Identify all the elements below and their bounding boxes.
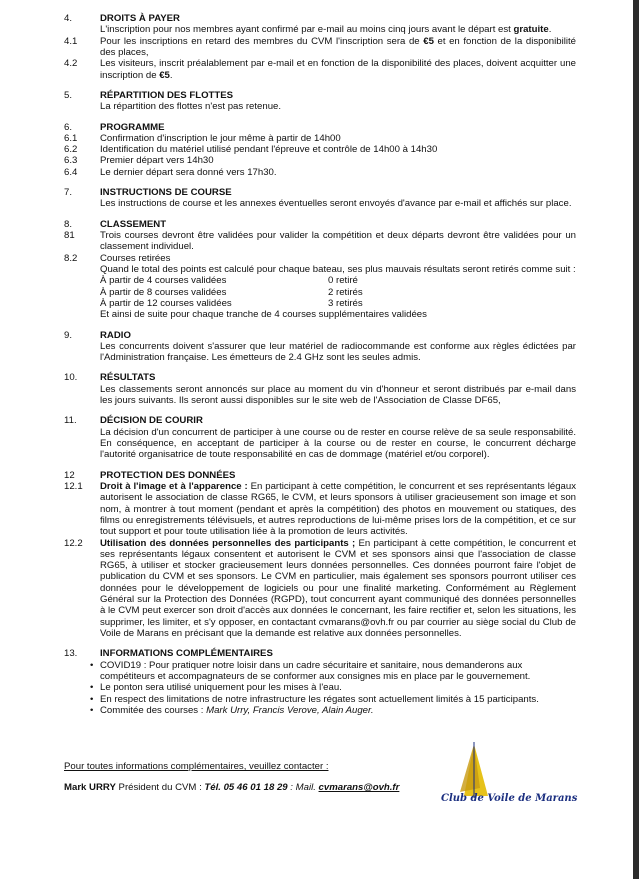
- club-logo-text: Club de Voile de Marans: [441, 793, 578, 804]
- clause: [64, 264, 576, 275]
- document-page: [64, 13, 576, 725]
- clause-text: [100, 24, 576, 35]
- clause-text-part: Les classements seront annoncés sur place au moment du vin d'honneur et seront distribués par e-mail dans les jours suivants. Ils seront aussi disponibles sur le site web de l'Association de Classe DF65,: [100, 383, 576, 407]
- clause-text: [100, 144, 576, 155]
- clause-number: 12.1: [64, 480, 83, 492]
- logo-sail-small: [460, 744, 480, 792]
- clause-text-part: Courses retirées: [100, 252, 171, 264]
- clause-number: 6.4: [64, 166, 78, 178]
- clause: [64, 198, 576, 209]
- section-6: [64, 122, 576, 179]
- clause-text: [100, 167, 576, 178]
- section-header: [64, 470, 576, 481]
- section-header: [64, 648, 576, 659]
- section-number: 11.: [64, 415, 77, 427]
- clause: [64, 427, 576, 461]
- bullet-text: Le ponton sera utilisé uniquement pour les mises à l'eau.: [100, 682, 342, 694]
- clause-text-part: Trois courses devront être validées pour valider la compétition et deux départs devront être validées pour un classement individuel.: [100, 230, 576, 253]
- section-5: [64, 90, 576, 113]
- contact-heading: Pour toutes informations complémentaires, veuillez contacter :: [64, 761, 329, 772]
- clause-text-part: Pour les inscriptions en retard des membres du CVM l'inscription sera de: [100, 35, 424, 47]
- section-title: CLASSEMENT: [100, 218, 167, 230]
- section-7: [64, 187, 576, 210]
- bullet-icon: •: [90, 693, 94, 705]
- clause-text: [100, 198, 576, 209]
- clause: [64, 144, 576, 155]
- section-header: [64, 90, 576, 101]
- section-number: 10.: [64, 372, 78, 384]
- section-title: PROGRAMME: [100, 121, 165, 133]
- clause-text: [100, 264, 576, 275]
- clause: [64, 58, 576, 81]
- bullet-item: [90, 682, 576, 693]
- clause: [64, 384, 576, 407]
- clause-text-part: Identification du matériel utilisé pendant l'épreuve et contrôle de 14h00 à 14h30: [100, 144, 438, 156]
- bullet-item: [90, 694, 576, 705]
- clause: [64, 155, 576, 166]
- clause-text: [100, 101, 576, 112]
- section-4: [64, 13, 576, 81]
- page-edge-shadow: [633, 0, 639, 879]
- clause-emphasis: €5: [159, 69, 170, 81]
- section-header: [64, 372, 576, 383]
- bullet-icon: •: [90, 659, 94, 671]
- section-11: [64, 415, 576, 460]
- bullet-icon: •: [90, 682, 94, 694]
- clause-emphasis: Droit à l'image et à l'apparence :: [100, 480, 248, 492]
- section-number: 9.: [64, 329, 73, 341]
- clause-text: [100, 384, 576, 407]
- section-number: 4.: [64, 13, 73, 24]
- section-number: 13.: [64, 648, 78, 660]
- clause-text-part: .: [548, 24, 552, 36]
- contact-email-link[interactable]: cvmarans@ovh.fr: [318, 782, 400, 794]
- clause-text-part: La décision d'un concurrent de participer à une course ou de rester en course relève de sa seule responsabilité. En conséquence, en acceptant de participer à la course ou de rester en course, le concurrent décharge l'autorité organisatrice de toute responsabilité en cas de dommage (matériel et/ou corporel).: [100, 426, 576, 461]
- discard-row: [100, 287, 576, 298]
- section-number: 8.: [64, 218, 73, 230]
- contact-mail-label: : Mail.: [287, 782, 319, 794]
- clause-text: [100, 133, 576, 144]
- section-title: INFORMATIONS COMPLÉMENTAIRES: [100, 648, 273, 660]
- section-9: [64, 330, 576, 364]
- bullet-text-part: Commitée des courses :: [100, 704, 207, 716]
- clause-text-part: En participant à cette compétition, le concurrent et ses représentants légaux autorisent le association de classe RG65, le CVM, et leurs sponsors à utiliser gracieusement son image et son nom, à montrer à tout moment (pendant et après la compétition) des photos en mouvement ou statiques, des films ou enregistrements télévisuels, et autres reproductions de lui-même prises lors de la compétition, et ce sur tout support et pour toute utilisation liée à la promotion de leurs activités.: [100, 480, 576, 538]
- contact-role: Président du CVM :: [115, 782, 205, 794]
- clause: [64, 253, 576, 264]
- section-number: 5.: [64, 89, 73, 101]
- clause-text-part: Premier départ vers 14h30: [100, 155, 214, 167]
- contact-phone: Tél. 05 46 01 18 29: [204, 782, 288, 794]
- section-number: 7.: [64, 187, 73, 199]
- clause-text-part: Quand le total des points est calculé pour chaque bateau, ses plus mauvais résultats seront retirés comme suit :: [100, 263, 576, 275]
- section-13: [64, 648, 576, 716]
- clause-text: [100, 253, 576, 264]
- clause-emphasis: Utilisation des données personnelles des participants ;: [100, 537, 356, 549]
- section-8: [64, 219, 576, 321]
- clause: [64, 481, 576, 538]
- section-title: RADIO: [100, 329, 131, 341]
- bullet-text: COVID19 : Pour pratiquer notre loisir dans un cadre sécuritaire et sanitaire, nous demanderons aux compétiteurs et accompagnateurs de se conformer aux consignes mis en place par le gouvernement.: [100, 659, 531, 682]
- clause-number: 8.2: [64, 252, 78, 264]
- clause-text-part: Les visiteurs, inscrit préalablement par e-mail et en fonction de la disponibilité des places, doivent acquitter une inscription de: [100, 58, 576, 81]
- clause-text-part: Les instructions de course et les annexes éventuelles seront envoyés d'avance par e-mail et affichés sur place.: [100, 198, 572, 210]
- bullet-text: [100, 705, 576, 716]
- clause-number: 6.1: [64, 132, 78, 144]
- clause-emphasis: €5: [423, 35, 434, 47]
- clause-number: 12.2: [64, 537, 83, 549]
- clause: [64, 230, 576, 253]
- section-12: [64, 470, 576, 640]
- discard-condition: À partir de 8 courses validées: [100, 286, 227, 298]
- section-title: PROTECTION DES DONNÉES: [100, 469, 236, 481]
- bullet-italic: Mark Urry, Francis Verove, Alain Auger.: [206, 704, 374, 716]
- section-title: DÉCISION DE COURIR: [100, 415, 203, 427]
- discard-count: 2 retirés: [328, 286, 363, 298]
- contact-name: Mark URRY: [64, 782, 116, 794]
- clause: [64, 24, 576, 35]
- clause: [64, 167, 576, 178]
- clause-text-part: En participant à cette compétition, le concurrent et ses représentants légaux consentent et autorisent le CVM et ses sponsors ainsi que l'association de classe RG65, à utiliser et stocker gracieusement leurs données personnelles. Ces données pourront faire l'objet de publication du CVM et ses sponsors. Le CVM en particulier, mais également ses sponsors pourront utiliser ces données pour le développement de logiciels ou pour une finalité marketing. Conformément au Règlement Général sur la Protection des Données (RGPD), tout concurrent ayant communiqué des données personnelles à le CVM peut exercer son droit d'accès aux données le concernant, les faire rectifier et, selon les situations, les supprimer, les limiter, et s'y opposer, en contactant cvmarans@ovh.fr ou par courrier au siège social du Club de Voile de Marans en précisant que la demande est relative aux données personnelles.: [100, 537, 576, 639]
- section-header: [64, 122, 576, 133]
- clause-text-part: L'inscription pour nos membres ayant confirmé par e-mail au moins cinq jours avant le départ est: [100, 24, 514, 36]
- clause-number: 6.2: [64, 144, 78, 156]
- clause-number: 6.3: [64, 155, 78, 167]
- clause-text: [100, 58, 576, 81]
- clause-text: [100, 427, 576, 461]
- section-header: [64, 187, 576, 198]
- clause-text: [100, 481, 576, 538]
- bullet-item: [90, 660, 576, 683]
- section-title: DROITS À PAYER: [100, 13, 180, 24]
- section-header: [64, 219, 576, 230]
- clause: [64, 101, 576, 112]
- discard-note: Et ainsi de suite pour chaque tranche de 4 courses supplémentaires validées: [100, 309, 427, 321]
- clause: [64, 341, 576, 364]
- clause-text: [100, 36, 576, 59]
- section-number: 6.: [64, 121, 73, 133]
- discard-count: 3 retirés: [328, 297, 363, 309]
- section-header: [64, 330, 576, 341]
- section-title: RÉSULTATS: [100, 372, 156, 384]
- section-number: 12: [64, 469, 75, 481]
- clause-text: [100, 538, 576, 640]
- clause: [64, 133, 576, 144]
- discard-count: 0 retiré: [328, 275, 358, 287]
- bullet-item: [90, 705, 576, 716]
- clause-text-part: Le dernier départ sera donné vers 17h30.: [100, 166, 277, 178]
- clause-text: [100, 155, 576, 166]
- discard-condition: À partir de 12 courses validées: [100, 297, 232, 309]
- discard-row: [100, 298, 576, 309]
- section-header: [64, 415, 576, 426]
- discard-condition: À partir de 4 courses validées: [100, 275, 227, 287]
- clause-emphasis: gratuite: [513, 24, 549, 36]
- clause: [64, 36, 576, 59]
- clause-number: 4.2: [64, 58, 78, 70]
- section-title: RÉPARTITION DES FLOTTES: [100, 89, 234, 101]
- clause-text-part: .: [169, 69, 173, 81]
- clause-number: 81: [64, 230, 75, 241]
- clause-text: [100, 230, 576, 253]
- clause-text-part: Les concurrents doivent s'assurer que leur matériel de radiocommande est conforme aux règles édictées par l'Administration française. Les émetteurs de 2.4 GHz sont les seules admis.: [100, 340, 576, 364]
- clause-text: [100, 341, 576, 364]
- clause-text-part: et en fonction de la disponibilité des places,: [100, 35, 576, 58]
- bullet-text: En respect des limitations de notre infrastructure les régates sont actuellement limités à 15 participants.: [100, 693, 539, 705]
- discard-row: [100, 275, 576, 286]
- section-title: INSTRUCTIONS DE COURSE: [100, 187, 232, 199]
- clause-number: 4.1: [64, 35, 78, 47]
- clause-text-part: Confirmation d'inscription le jour même à partir de 14h00: [100, 132, 341, 144]
- clause-text-part: La répartition des flottes n'est pas retenue.: [100, 101, 282, 113]
- bullet-icon: •: [90, 704, 94, 716]
- section-header: [64, 13, 576, 24]
- clause: [64, 538, 576, 640]
- section-10: [64, 372, 576, 406]
